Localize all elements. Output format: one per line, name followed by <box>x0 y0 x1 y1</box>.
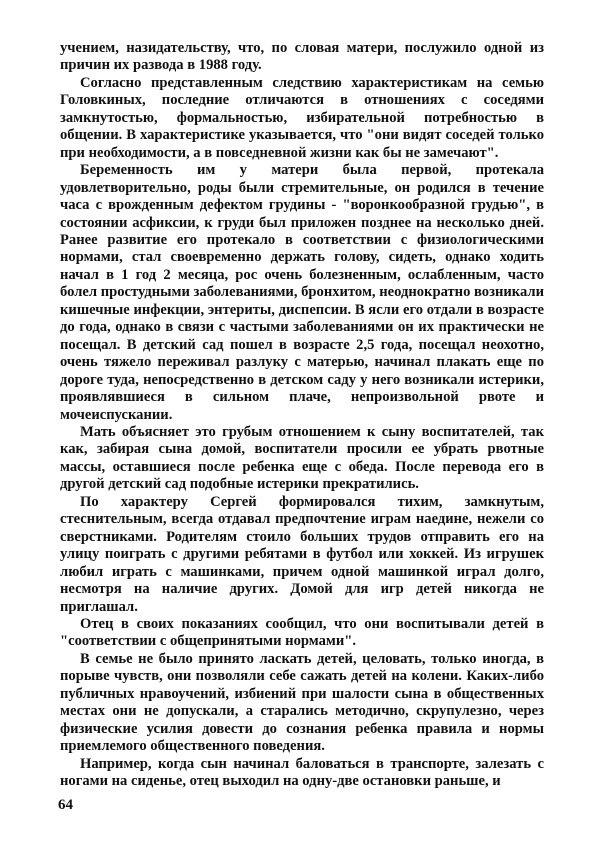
paragraph: учением, назидательству, что, по словая матери, послужило одной из причин их развода в 1988 году. <box>60 40 544 74</box>
paragraph: Беременность им у матери была первой, протекала удовлетворительно, роды были стремительные, он родился в течение часа с врожденным дефектом грудины - "воронкообразной грудью", в состоянии асфиксии, к груди был приложен позднее на несколько дней. Ранее развитие его протекало в соответствии с физиологическими нормами, стал своевременно держать голову, сидеть, однако ходить начал в 1 год 2 месяца, рос очень болезненным, ослабленным, часто болел простудными заболеваниями, бронхитом, неоднократно возникали кишечные инфекции, энтериты, диспепсии. В ясли его отдали в возрасте до года, однако в связи с частыми заболеваниями он их практически не посещал. В детский сад пошел в возрасте 2,5 года, посещал неохотно, очень тяжело переживал разлуку с матерью, начинал плакать еще по дороге туда, непосредственно в детском саду у него возникали истерики, проявлявшиеся в сильном плаче, непроизвольной рвоте и мочеиспускании. <box>60 162 544 423</box>
paragraph: По характеру Сергей формировался тихим, замкнутым, стеснительным, всегда отдавал предпочтение играм наедине, нежели со сверстниками. Родителям стоило больших трудов отправить его на улицу поиграть с другими ребятами в футбол или хоккей. Из игрушек любил играть с машинками, причем одной машинкой играл долго, несмотря на наличие других. Домой для игр детей никогда не приглашал. <box>60 493 544 615</box>
paragraph: Отец в своих показаниях сообщил, что они воспитывали детей в "соответствии с общепринятыми нормами". <box>60 615 544 650</box>
page-number: 64 <box>58 797 73 813</box>
paragraph: В семье не было принято ласкать детей, целовать, только иногда, в порыве чувств, они позволяли себе сажать детей на колени. Каких-либо публичных нравоучений, избиений при шалости сына в общественных местах они не допускали, а старались методично, скрупулезно, через физические усилия довести до сознания ребенка правила и нормы приемлемого общественного поведения. <box>60 650 544 755</box>
paragraph: Согласно представленным следствию характеристикам на семью Головкиных, последние отличаются в отношениях с соседями замкнутостью, формальностью, избирательной потребностью в общении. В характеристике указывается, что "они видят соседей только при необходимости, а в повседневной жизни как бы не замечают". <box>60 74 544 161</box>
paragraph: Например, когда сын начинал баловаться в транспорте, залезать с ногами на сиденье, отец выходил на одну-две остановки раньше, и <box>60 755 544 790</box>
paragraph: Мать объясняет это грубым отношением к сыну воспитателей, так как, забирая сына домой, воспитатели просили ее убрать рвотные массы, оставшиеся после ребенка еще с обеда. После перевода его в другой детский сад подобные истерики прекратились. <box>60 423 544 493</box>
body-text <box>60 40 544 790</box>
